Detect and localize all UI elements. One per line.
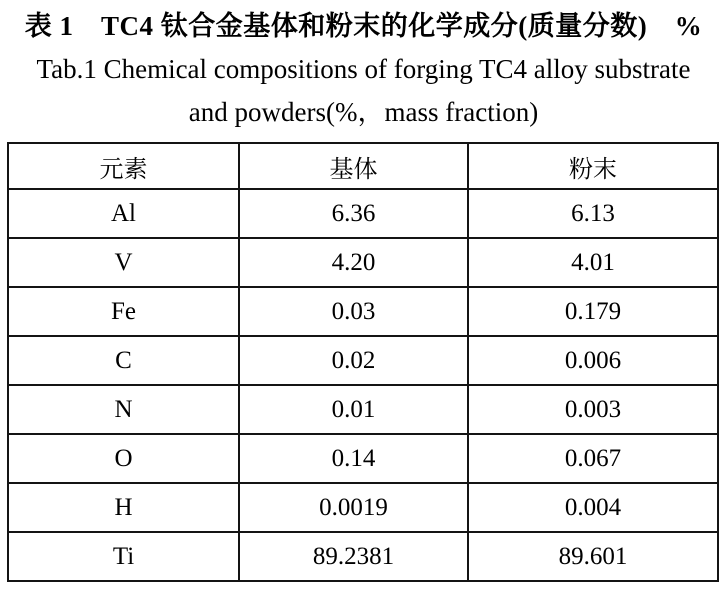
cell-powder-value: 0.003 [468, 385, 718, 434]
cell-powder-value: 6.13 [468, 189, 718, 238]
table-caption [0, 4, 727, 134]
table-row [8, 385, 718, 434]
cell-powder-value: 0.179 [468, 287, 718, 336]
table-row [8, 336, 718, 385]
table-row [8, 483, 718, 532]
cell-substrate-value: 0.01 [239, 385, 468, 434]
cell-element: Ti [8, 532, 239, 581]
table-header-row [8, 143, 718, 189]
cell-powder-value: 0.004 [468, 483, 718, 532]
table-row [8, 189, 718, 238]
cell-substrate-value: 89.2381 [239, 532, 468, 581]
cell-element: N [8, 385, 239, 434]
table-row [8, 434, 718, 483]
caption-chinese-title: 表 1 TC4 钛合金基体和粉末的化学成分(质量分数) % [24, 11, 703, 41]
caption-english-title-line1: Tab.1 Chemical compositions of forging TC4 alloy substrate [36, 54, 691, 84]
cell-substrate-value: 4.20 [239, 238, 468, 287]
cell-powder-value: 0.006 [468, 336, 718, 385]
cell-powder-value: 0.067 [468, 434, 718, 483]
cell-substrate-value: 0.0019 [239, 483, 468, 532]
cell-element: Fe [8, 287, 239, 336]
cell-powder-value: 4.01 [468, 238, 718, 287]
cell-substrate-value: 0.03 [239, 287, 468, 336]
cell-powder-value: 89.601 [468, 532, 718, 581]
cell-element: H [8, 483, 239, 532]
column-header-element: 元素 [8, 143, 239, 189]
cell-element: O [8, 434, 239, 483]
table-row [8, 532, 718, 581]
cell-element: Al [8, 189, 239, 238]
cell-element: V [8, 238, 239, 287]
cell-element: C [8, 336, 239, 385]
column-header-powder: 粉末 [468, 143, 718, 189]
caption-english-title-line2: and powders(%，mass fraction) [188, 97, 539, 127]
composition-table [7, 142, 719, 582]
cell-substrate-value: 0.02 [239, 336, 468, 385]
table-row [8, 287, 718, 336]
column-header-substrate: 基体 [239, 143, 468, 189]
table-row [8, 238, 718, 287]
cell-substrate-value: 0.14 [239, 434, 468, 483]
cell-substrate-value: 6.36 [239, 189, 468, 238]
